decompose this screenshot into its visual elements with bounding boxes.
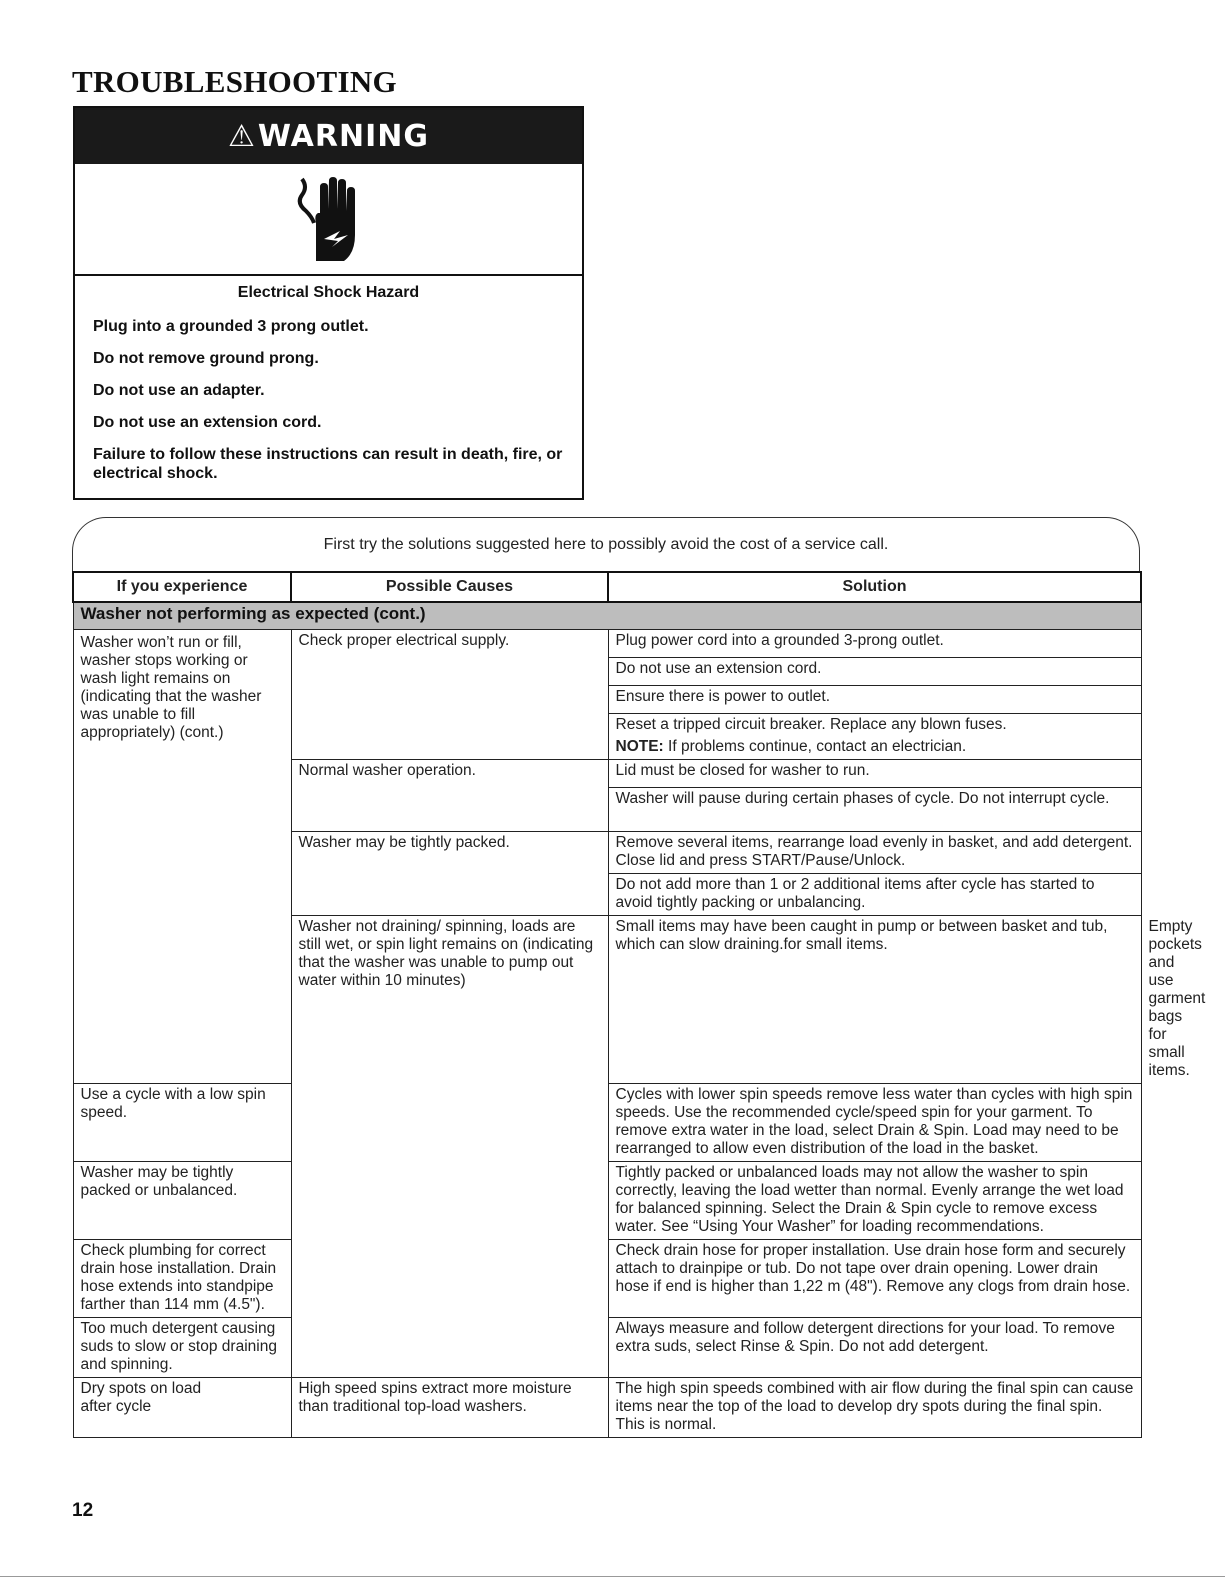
page-number: 12 bbox=[72, 1500, 94, 1521]
cause-cell: Small items may have been caught in pump or between basket and tub, which can slow draining.for small items. bbox=[608, 916, 1141, 1084]
solution-cell: Plug power cord into a grounded 3-prong outlet. bbox=[608, 630, 1141, 658]
table-row bbox=[73, 1378, 1141, 1438]
page-title: TROUBLESHOOTING bbox=[72, 64, 397, 99]
cause-cell: Check plumbing for correct drain hose installation. Drain hose extends into standpipe farther than 114 mm (4.5"). bbox=[73, 1240, 291, 1318]
cause-cell: Washer may be tightly packed. bbox=[291, 832, 608, 916]
solution-text: Reset a tripped circuit breaker. Replace any blown fuses. bbox=[615, 716, 1007, 733]
warning-line: Do not use an extension cord. bbox=[93, 414, 322, 431]
solution-cell: The high spin speeds combined with air flow during the final spin can cause items near the top of the load to develop dry spots during the final spin. This is normal. bbox=[608, 1378, 1141, 1438]
warning-text bbox=[75, 276, 582, 483]
section-row bbox=[73, 602, 1141, 630]
bottom-rule bbox=[0, 1576, 1225, 1577]
solution-cell: Do not use an extension cord. bbox=[608, 658, 1141, 686]
note-label: NOTE: bbox=[615, 738, 664, 755]
table-row: Washer not draining/ spinning, loads are still wet, or spin light remains on (indicating that the washer was unable to pump out water within 10 minutes) Small items may have been caught in pump or between basket and tub, which can slow draining.for small items. Empty pockets and use garment bags for small items. bbox=[73, 916, 1141, 1084]
warning-line: Plug into a grounded 3 prong outlet. bbox=[93, 318, 369, 335]
cause-cell: Use a cycle with a low spin speed. bbox=[73, 1084, 291, 1162]
warning-line: Do not use an adapter. bbox=[93, 382, 265, 399]
solution-cell: Check drain hose for proper installation. Use drain hose form and securely attach to drainpipe or tub. Do not tape over drain opening. Lower drain hose if end is higher than 1,22 m (48"). Remove any clogs from drain hose. bbox=[608, 1240, 1141, 1318]
warning-line: Failure to follow these instructions can result in death, fire, or electrical shock. bbox=[93, 446, 563, 482]
solution-cell: Cycles with lower spin speeds remove less water than cycles with high spin speeds. Use the recommended cycle/speed spin for your garment. To remove extra water in the load, select Drain & Spin. Load may need to be rearranged to allow even distribution of the load in the basket. bbox=[608, 1084, 1141, 1162]
warning-line: Do not remove ground prong. bbox=[93, 350, 319, 367]
cause-cell: Check proper electrical supply. bbox=[291, 630, 608, 760]
column-header: Possible Causes bbox=[291, 572, 608, 602]
table-row bbox=[73, 630, 1141, 658]
column-header: Solution bbox=[608, 572, 1141, 602]
solution-note bbox=[616, 738, 1135, 756]
warning-label: WARNING bbox=[257, 118, 429, 154]
solution-cell: Ensure there is power to outlet. bbox=[608, 686, 1141, 714]
cause-cell: High speed spins extract more moisture than traditional top-load washers. bbox=[291, 1378, 608, 1438]
experience-cell bbox=[73, 630, 291, 1084]
solution-cell: Washer will pause during certain phases of cycle. Do not interrupt cycle. bbox=[608, 788, 1141, 832]
column-header: If you experience bbox=[73, 572, 291, 602]
experience-cell bbox=[291, 916, 608, 1378]
warning-triangle-icon: ⚠ bbox=[228, 118, 256, 154]
solution-cell: Remove several items, rearrange load evenly in basket, and add detergent. Close lid and press START/Pause/Unlock. bbox=[608, 832, 1141, 874]
solution-cell: Always measure and follow detergent directions for your load. To remove extra suds, select Rinse & Spin. Do not add detergent. bbox=[608, 1318, 1141, 1378]
warning-box bbox=[73, 106, 584, 500]
experience-text: Washer not draining/ spinning, loads are still wet, or spin light remains on (indicating that the washer was unable to pump out water within 10 minutes) bbox=[298, 918, 594, 989]
hazard-title: Electrical Shock Hazard bbox=[237, 284, 420, 301]
table-header-row bbox=[73, 572, 1141, 602]
experience-text: Dry spots on load after cycle bbox=[80, 1380, 202, 1415]
note-text: If problems continue, contact an electrician. bbox=[663, 738, 967, 755]
experience-cell bbox=[73, 1378, 291, 1438]
section-title: Washer not performing as expected (cont.) bbox=[73, 602, 1141, 630]
solution-cell: Lid must be closed for washer to run. bbox=[608, 760, 1141, 788]
solution-cell: Tightly packed or unbalanced loads may not allow the washer to spin correctly, leaving the load wetter than normal. Evenly arrange the wet load for balanced spinning. Select the Drain & Spin cycle to remove excess water. See “Using Your Washer” for loading recommendations. bbox=[608, 1162, 1141, 1240]
experience-text: Washer won’t run or fill, washer stops working or wash light remains on (indicating that the washer was unable to fill appropriately) (cont.) bbox=[80, 634, 262, 741]
cause-cell: Washer may be tightly packed or unbalanced. bbox=[73, 1162, 291, 1240]
solution-cell: Do not add more than 1 or 2 additional items after cycle has started to avoid tightly packing or unbalancing. bbox=[608, 874, 1141, 916]
intro-text: First try the solutions suggested here to possibly avoid the cost of a service call. bbox=[323, 536, 889, 553]
electrical-shock-hand-icon bbox=[294, 173, 364, 265]
cause-cell: Too much detergent causing suds to slow or stop draining and spinning. bbox=[73, 1318, 291, 1378]
warning-header bbox=[75, 108, 582, 164]
cause-cell: Normal washer operation. bbox=[291, 760, 608, 832]
warning-icon-area bbox=[75, 164, 582, 276]
troubleshooting-table bbox=[72, 571, 1206, 1438]
solution-cell bbox=[608, 714, 1141, 760]
